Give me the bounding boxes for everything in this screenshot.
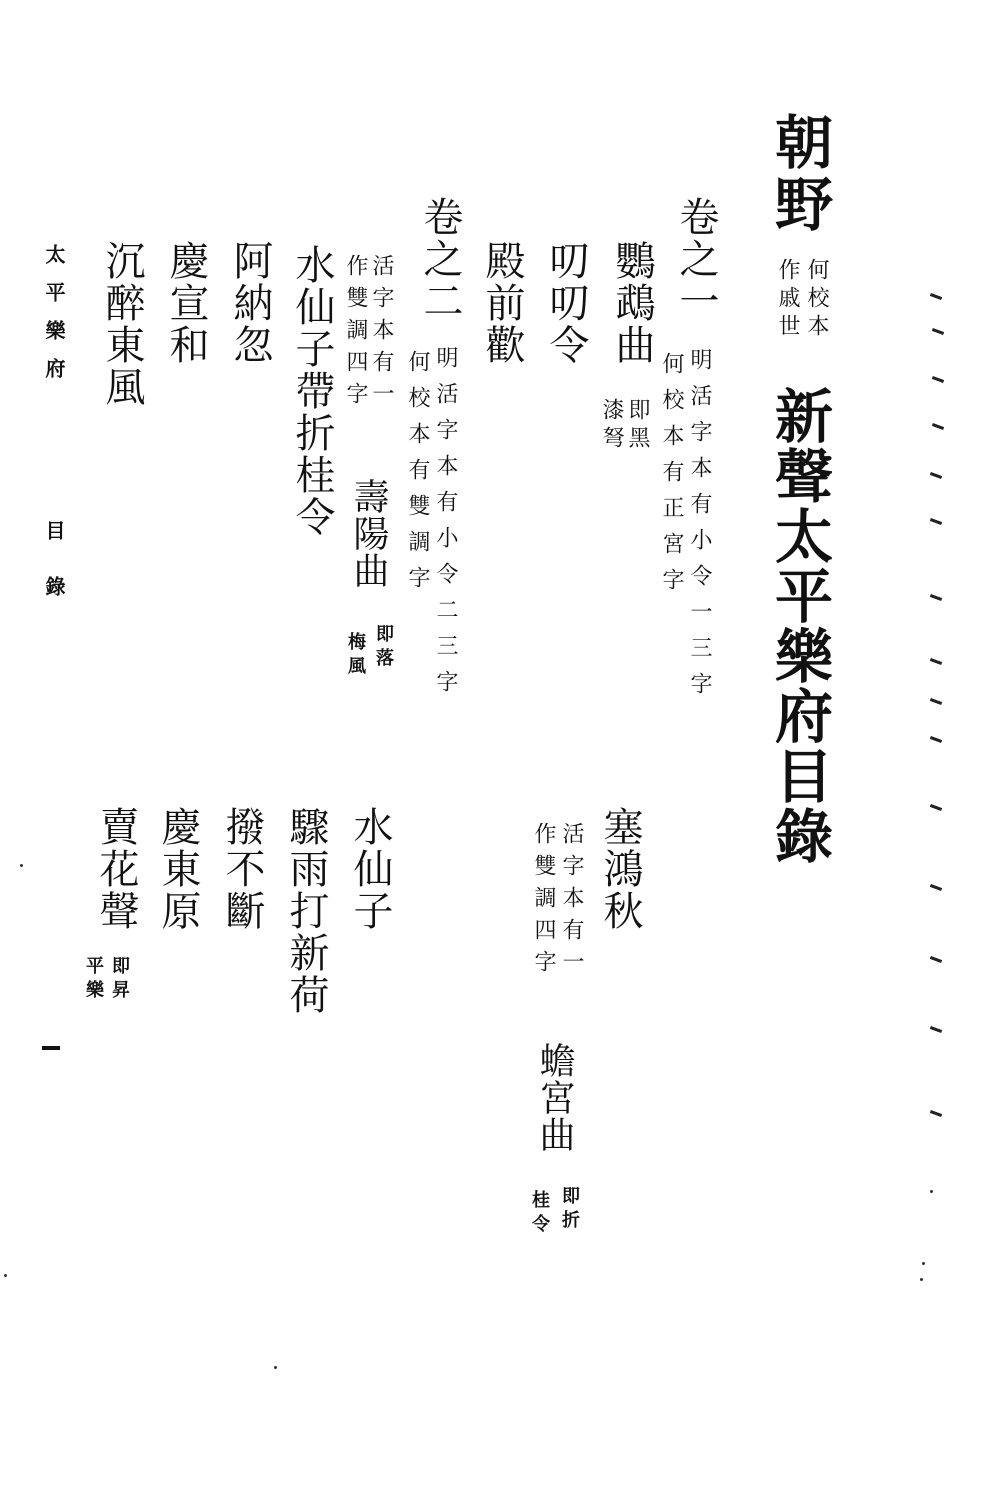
vol2-heading: 卷之二: [417, 196, 463, 322]
upper-item-qingxuanhe: 慶宣和: [163, 240, 209, 366]
speck: [4, 1274, 7, 1277]
lower-item-maihuasheng: 賣花聲: [93, 806, 139, 932]
speck: [930, 1190, 933, 1193]
changgongqu-note-1: 即折: [559, 1186, 580, 1234]
margin-mark: [930, 736, 942, 743]
shouyangqu-title: 壽陽曲: [348, 478, 389, 589]
margin-mark: [930, 658, 942, 665]
margin-mark: [930, 472, 942, 479]
speck: [274, 1366, 277, 1369]
vol1-note-1: 明活字本有小令一三字: [687, 348, 712, 708]
margin-mark: [930, 1110, 942, 1117]
yingwuqu-note-2: 漆弩: [599, 398, 624, 454]
shouyangqu-note-1: 即落: [373, 624, 394, 672]
vol1-heading: 卷之一: [673, 196, 719, 322]
lower-item-shuixianzi: 水仙子: [347, 806, 393, 932]
margin-mark: [930, 884, 942, 891]
changgongqu-note-2: 桂令: [529, 1190, 550, 1238]
saihongqiu-title: 塞鴻秋: [597, 806, 643, 932]
maihuasheng-note-2: 平樂: [83, 956, 104, 1004]
shuixian-daizhe-note-1: 活字本有一: [369, 254, 394, 414]
footer-book-title: 太平樂府: [42, 244, 66, 396]
margin-mark: [930, 698, 942, 705]
margin-mark: [930, 518, 942, 525]
title-note-1: 何校本: [804, 258, 829, 342]
vol1-note-2: 何校本有正宮字: [659, 352, 684, 604]
vol2-note-2: 何校本有雙調字: [405, 350, 430, 602]
vol1-item-yingwuqu: 鸚鵡曲: [609, 240, 655, 366]
margin-mark: [932, 423, 944, 430]
title-part1: 朝野: [765, 112, 833, 236]
lower-item-zhouyudaxinhe: 驟雨打新荷: [283, 806, 329, 1016]
changgongqu-title: 蟾宮曲: [534, 1042, 575, 1153]
margin-mark: [932, 328, 944, 335]
margin-mark: [930, 804, 942, 811]
maihuasheng-note-1: 即昇: [109, 956, 130, 1004]
vol1-item-dianqianhuan: 殿前歡: [479, 240, 525, 366]
speck: [920, 1278, 923, 1281]
yingwuqu-note-1: 即黑: [625, 398, 650, 454]
margin-mark: [930, 594, 942, 601]
margin-mark: [930, 293, 942, 300]
vol1-item-daodaoling: 叨叨令: [543, 240, 589, 366]
shouyangqu-note-2: 梅風: [345, 632, 366, 680]
title-note-2: 作戚世: [775, 258, 800, 342]
lower-item-qingdongyuan: 慶東原: [155, 806, 201, 932]
saihongqiu-note-2: 作雙調四字: [531, 822, 556, 982]
margin-mark: [930, 956, 942, 963]
speck: [20, 864, 23, 867]
saihongqiu-note-1: 活字本有一: [559, 822, 584, 982]
vol2-note-1: 明活字本有小令二三字: [433, 346, 458, 706]
footer-section: 目錄: [42, 520, 66, 632]
shuixian-daizhe-title: 水仙子帶折桂令: [289, 244, 335, 538]
lower-item-bobuduan: 撥不斷: [219, 806, 265, 932]
upper-item-chenzuidongfeng: 沉醉東風: [99, 240, 145, 408]
page-number-mark: [42, 1046, 60, 1050]
margin-mark: [932, 376, 944, 383]
title-part2: 新聲太平樂府目錄: [765, 386, 833, 866]
speck: [922, 1262, 925, 1265]
upper-item-anahu: 阿納忽: [227, 240, 273, 366]
shuixian-daizhe-note-2: 作雙調四字: [343, 254, 368, 414]
margin-mark: [930, 1026, 942, 1033]
